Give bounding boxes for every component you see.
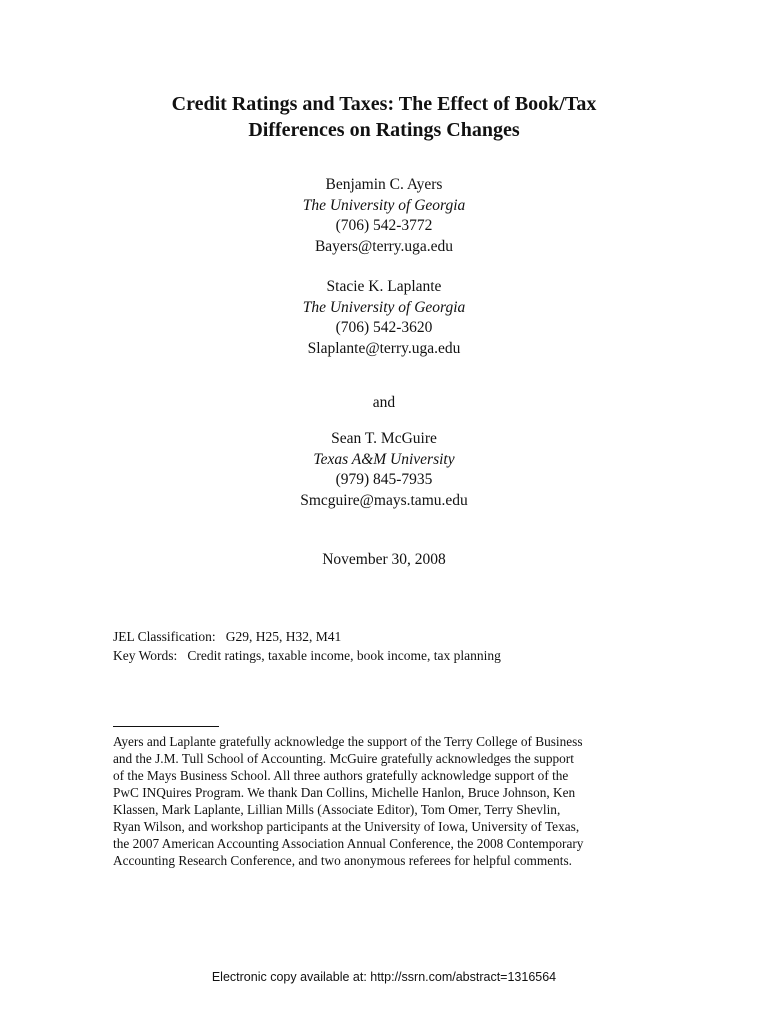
footnote-line: Ryan Wilson, and workshop participants at the University of Iowa, University of Texas, <box>113 819 580 834</box>
author-email: Smcguire@mays.tamu.edu <box>300 491 468 509</box>
author-phone: (706) 542-3772 <box>335 217 433 234</box>
footnote-line: Accounting Research Conference, and two anonymous referees for helpful comments. <box>113 853 572 868</box>
footnote-divider <box>113 726 219 727</box>
author-email: Slaplante@terry.uga.edu <box>307 339 461 357</box>
jel-classification <box>113 627 341 646</box>
footnote-line: Ayers and Laplante gratefully acknowledge the support of the Terry College of Business <box>113 734 583 749</box>
ssrn-notice: Electronic copy available at: http://ssrn.com/abstract=1316564 <box>211 970 557 984</box>
author-block-2 <box>0 277 768 359</box>
author-block-1 <box>0 175 768 257</box>
author-name: Benjamin C. Ayers <box>325 176 443 193</box>
footnote-line: PwC INQuires Program. We thank Dan Collins, Michelle Hanlon, Bruce Johnson, Ken <box>113 785 576 800</box>
author-connector: and <box>372 394 396 411</box>
acknowledgement-footnote <box>113 733 658 869</box>
author-affiliation: Texas A&M University <box>313 450 455 468</box>
paper-title <box>0 91 768 143</box>
author-phone: (979) 845-7935 <box>335 471 433 488</box>
jel-label: JEL Classification: <box>113 629 216 644</box>
author-phone: (706) 542-3620 <box>335 319 433 336</box>
author-email: Bayers@terry.uga.edu <box>314 237 454 255</box>
footnote-line: and the J.M. Tull School of Accounting. McGuire gratefully acknowledges the support <box>113 751 574 766</box>
footnote-line: Klassen, Mark Laplante, Lillian Mills (Associate Editor), Tom Omer, Terry Shevlin, <box>113 802 561 817</box>
author-block-3 <box>0 429 768 511</box>
author-name: Stacie K. Laplante <box>326 278 442 295</box>
jel-value: G29, H25, H32, M41 <box>225 629 342 644</box>
title-line-2: Differences on Ratings Changes <box>248 119 520 141</box>
author-affiliation: The University of Georgia <box>302 298 466 316</box>
keywords-label: Key Words: <box>113 648 178 663</box>
footnote-line: of the Mays Business School. All three authors gratefully acknowledge support of the <box>113 768 569 783</box>
author-affiliation: The University of Georgia <box>302 196 466 214</box>
title-line-1: Credit Ratings and Taxes: The Effect of Book/Tax <box>171 93 597 115</box>
author-name: Sean T. McGuire <box>331 430 437 447</box>
key-words <box>113 646 501 665</box>
paper-date: November 30, 2008 <box>322 551 446 568</box>
footnote-line: the 2007 American Accounting Association Annual Conference, the 2008 Contemporary <box>113 836 584 851</box>
keywords-value: Credit ratings, taxable income, book income, tax planning <box>187 648 501 663</box>
